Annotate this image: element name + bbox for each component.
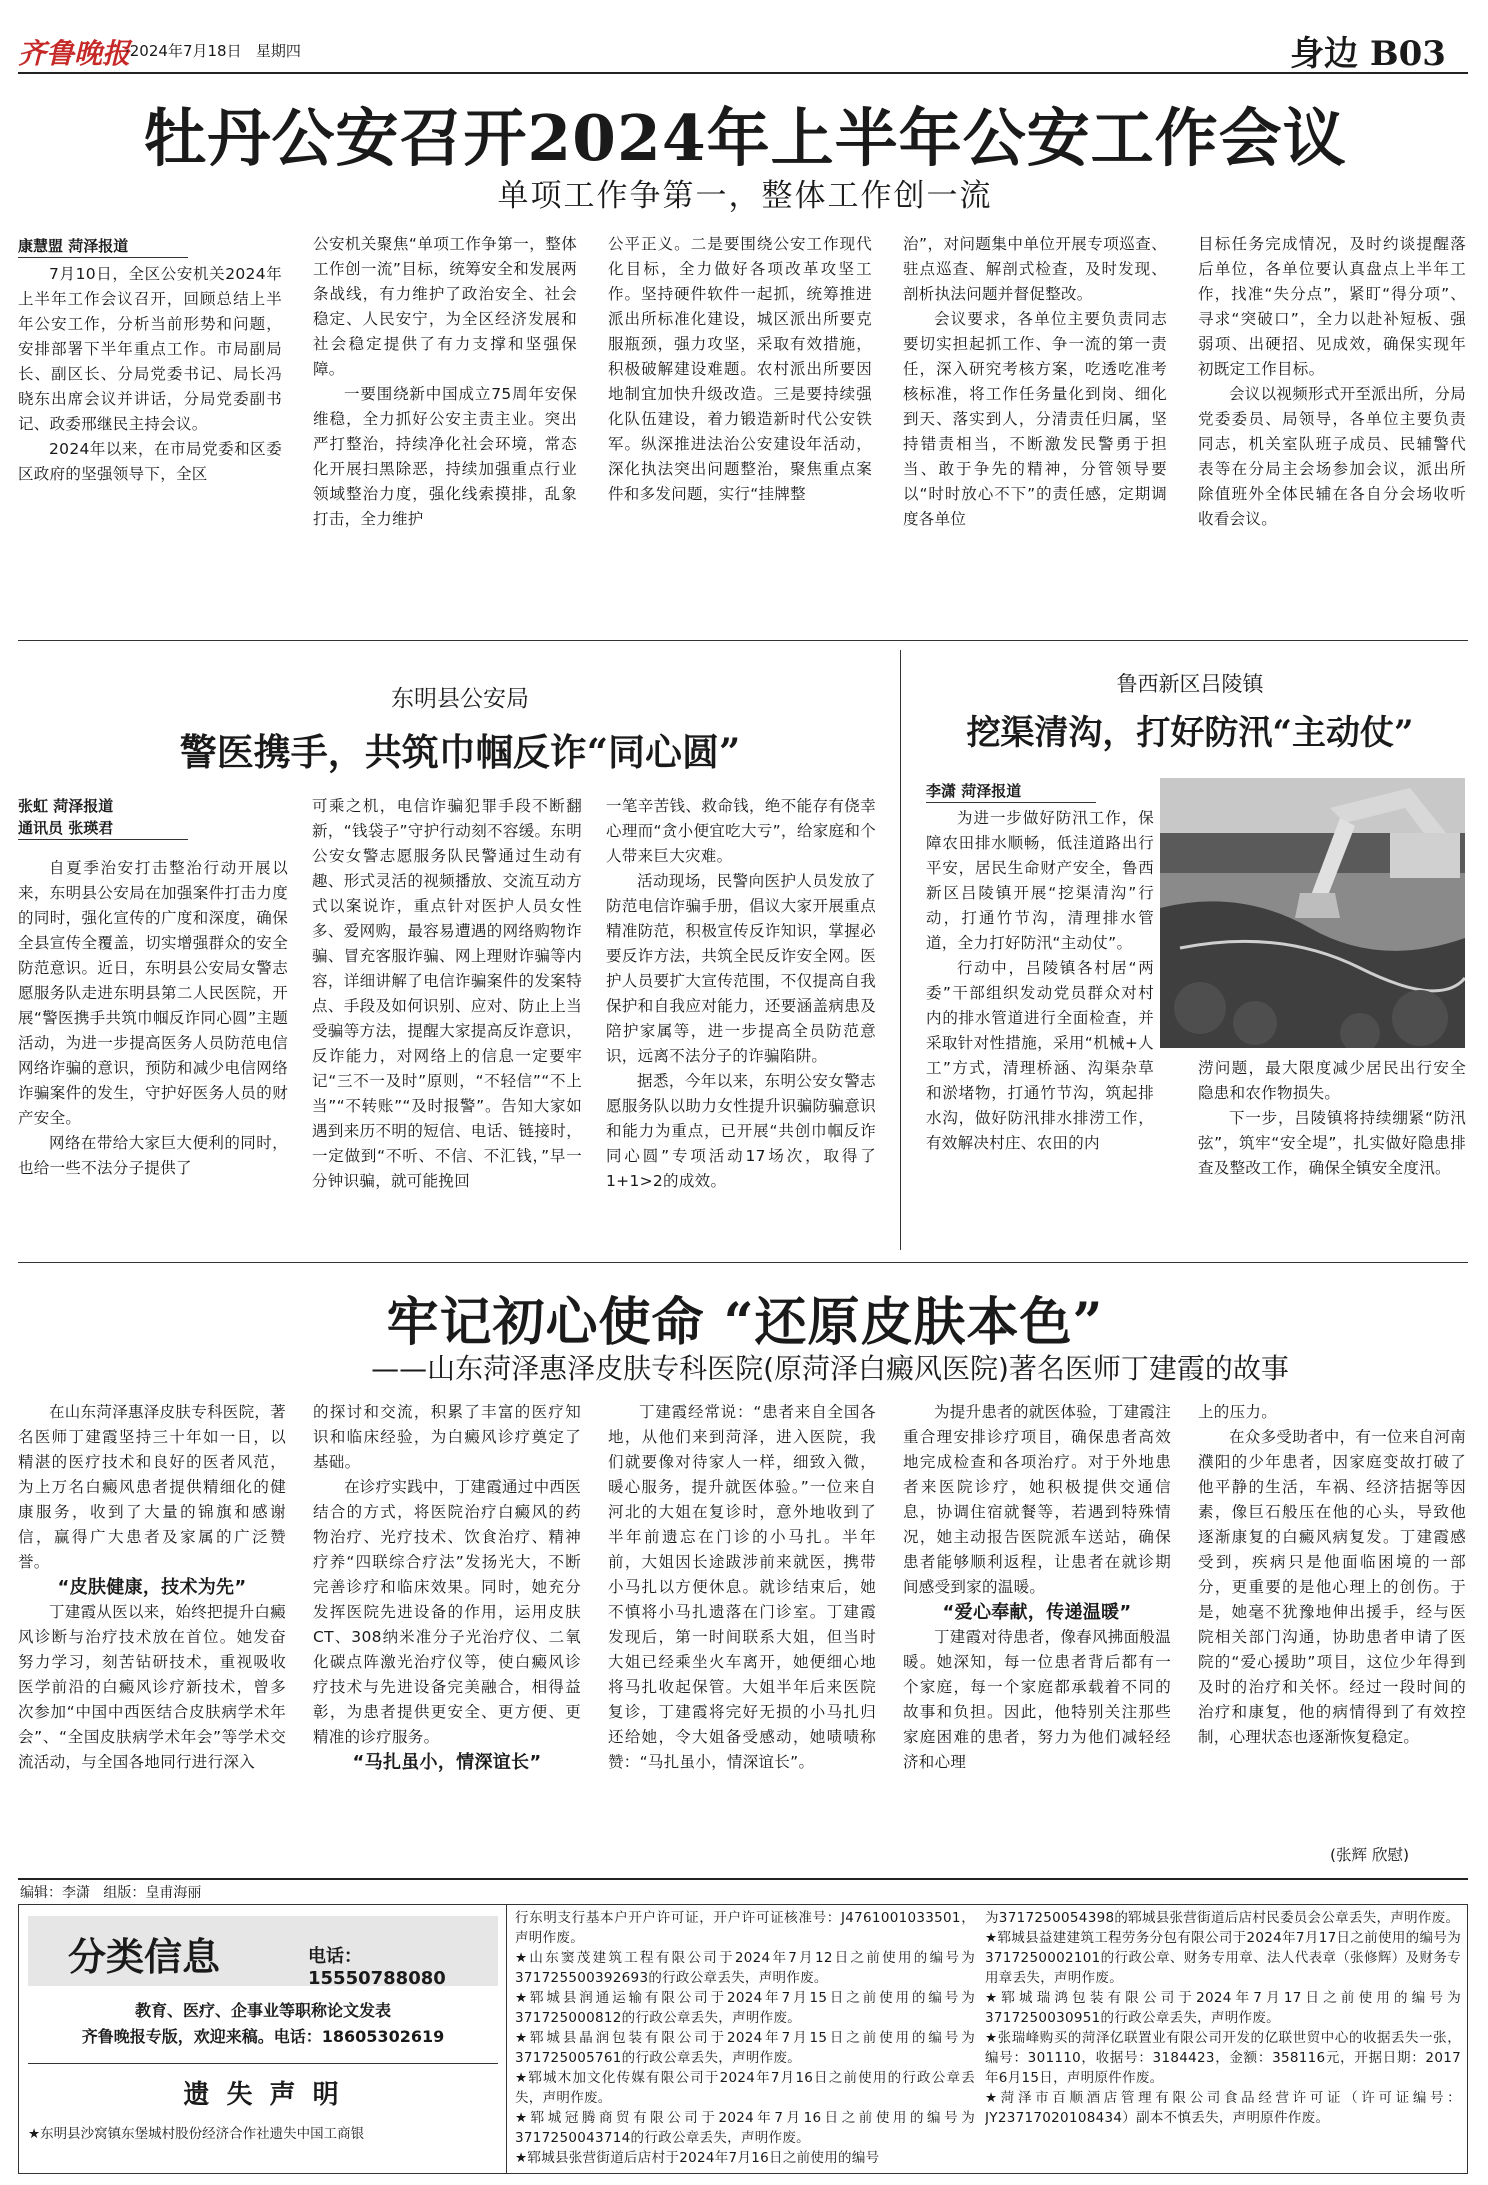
story1-subhead: 单项工作争第一，整体工作创一流	[497, 178, 993, 214]
story4-column-4: 为提升患者的就医体验，丁建霞注重合理安排诊疗项目，确保患者高效地完成检查和各项治疗。对于外地患者来医院诊疗，她积极提供交通信息，协调住宿就餐等，若遇到特殊情况，她主动报告医院派车送站，确保患者能够顺利返程，让患者在就诊期间感受到家的温暖。 “爱心奉献，传递温暖” 丁建霞对待患者，像春风拂面般温暖。她深知，每一位患者背后都有一个家庭，每一个家庭都承载着不同的故事和负担。因此，他特别关注那些家庭困难的患者，努力为他们减轻经济和心理	[903, 1403, 1171, 1771]
classifieds-promo: 教育、医疗、企事业等职称论文发表 齐鲁晚报专版，欢迎来稿。电话：18605302619	[81, 2001, 445, 2046]
story4-headline: 牢记初心使命 “还原皮肤本色”	[386, 1292, 1104, 1353]
masthead-date: ·2024年7月18日 星期四	[125, 42, 301, 60]
story2-byline: 张虹 菏泽报道 通讯员 张瑛君	[18, 795, 188, 840]
lost-notice-first: ★东明县沙窝镇东堡城村股份经济合作社遗失中国工商银	[28, 2126, 365, 2142]
story1-column-1: 7月10日，全区公安机关2024年上半年工作会议召开，回顾总结上半年公安工作，分析当前形势和问题，安排部署下半年重点工作。市局副局长、副区长、分局党委书记、局长冯晓东出席会议并讲话，分局党委副书记、政委邢继民主持会议。 2024年以来，在市局党委和区委区政府的坚强领导下，全区	[18, 265, 282, 483]
story3-column-2: 涝问题，最大限度减少居民出行安全隐患和农作物损失。 下一步，吕陵镇将持续绷紧“防汛弦”，筑牢“安全堤”，扎实做好隐患排查及整改工作，确保全镇安全度汛。	[1198, 1059, 1466, 1177]
story2-headline: 警医携手，共筑巾帼反诈“同心圆”	[179, 730, 741, 774]
classifieds-banner: 分类信息 电话：15550788080	[28, 1916, 498, 1986]
story1-column-4: 治”，对问题集中单位开展专项巡查、驻点巡查、解剖式检查，及时发现、剖析执法问题并督促整改。 会议要求，各单位主要负责同志要切实担起抓工作、争一流的第一责任，深入研究考核方案，吃透吃准考核标准，将工作任务量化到岗、细化到天、落实到人，分清责任归属，坚持错责相当，不断激发民警勇于担当、敢于争先的精神，分管领导要以“时时放心不下”的责任感，定期调度各单位	[903, 235, 1167, 528]
section-label: 身边 B03	[1290, 34, 1446, 74]
masthead-logo: 齐鲁晚报	[18, 37, 131, 70]
story1-headline: 牡丹公安召开2024年上半年公安工作会议	[143, 101, 1347, 175]
story1-column-2: 公安机关聚焦“单项工作争第一，整体工作创一流”目标，统筹安全和发展两条战线，有力维护了政治安全、社会稳定、人民安宁，为全区经济发展和社会稳定提供了有力支撑和坚强保障。 一要围绕新中国成立75周年安保维稳，全力抓好公安主责主业。突出严打整治，持续净化社会环境，常态化开展扫黑除恶，持续加强重点行业领域整治力度，强化线索摸排，乱象打击，全力维护	[313, 235, 577, 528]
story4-column-2: 的探讨和交流，积累了丰富的医疗知识和临床经验，为白癜风诊疗奠定了基础。 在诊疗实践中，丁建霞通过中西医结合的方式，将医院治疗白癜风的药物治疗、光疗技术、饮食治疗、精神疗养“四联综合疗法”发扬光大，不断完善诊疗和临床效果。同时，她充分发挥医院先进设备的作用，运用皮肤CT、308纳米准分子光治疗仪、二氧化碳点阵激光治疗仪等，使白癜风诊疗技术与先进设备完美融合，相得益彰，为患者提供更安全、更方便、更精准的诊疗服务。 “马扎虽小，情深谊长”	[313, 1403, 581, 1773]
story1-byline: 康慧盟 菏泽报道	[18, 235, 188, 258]
story2-kicker: 东明县公安局	[391, 686, 529, 712]
story4-subhead: ——山东菏泽惠泽皮肤专科医院(原菏泽白癜风医院)著名医师丁建霞的故事	[371, 1352, 1289, 1385]
editor-credits: 编辑：李潇 组版：皇甫海丽	[20, 1885, 202, 1901]
story4-column-5: 上的压力。 在众多受助者中，有一位来自河南濮阳的少年患者，因家庭变故打破了他平静的生活，车祸、经济拮据等因素，像巨石般压在他的心头，导致他逐渐康复的白癜风病复发。丁建霞感受到，疾病只是他面临困境的一部分，更重要的是他心理上的创伤。于是，她毫不犹豫地伸出援手，经与医院相关部门沟通，协助患者申请了医院的“爱心援助”项目，这位少年得到及时的治疗和关怀。经过一段时间的治疗和康复，他的病情得到了有效控制，心理状态也逐渐恢复稳定。	[1198, 1403, 1466, 1746]
story3-byline: 李潇 菏泽报道	[926, 780, 1096, 803]
classifieds-column-1: 行东明支行基本户开户许可证，开户许可证核准号：J4761001033501，声明作废。 ★山东窦茂建筑工程有限公司于2024年7月12日之前使用的编号为371725500392693的行政公章丢失，声明作废。 ★郓城县润通运输有限公司于2024年7月15日之前使用的编号为371725000812的行政公章丢失，声明作废。 ★郓城县晶润包装有限公司于2024年7月15日之前使用的编号为371725005761的行政公章丢失，声明作废。 ★郓城木加文化传媒有限公司于2024年7月16日之前使用的行政公章丢失，声明作废。 ★郓城冠腾商贸有限公司于2024年7月16日之前使用的编号为3717250043714的行政公章丢失，声明作废。 ★郓城县张营街道后店村于2024年7月16日之前使用的编号	[515, 1910, 975, 2166]
story2-column-3: 一笔辛苦钱、救命钱，绝不能存有侥幸心理而“贪小便宜吃大亏”，给家庭和个人带来巨大灾难。 活动现场，民警向医护人员发放了防范电信诈骗手册，倡议大家开展重点精准防范，积极宣传反诈知识，掌握必要反诈方法，共筑全民反诈安全网。医护人员要扩大宣传范围，不仅提高自我保护和自我应对能力，还要涵盖病患及陪护家属等，进一步提高全员防范意识，远离不法分子的诈骗陷阱。 据悉，今年以来，东明公安女警志愿服务队以助力女性提升识骗防骗意识和能力为重点，已开展“共创巾帼反诈同心圆”专项活动17场次，取得了1+1>2的成效。	[606, 797, 876, 1190]
story1-column-3: 公平正义。二是要围绕公安工作现代化目标，全力做好各项改革攻坚工作。坚持硬件软件一起抓，统筹推进派出所标准化建设，城区派出所要克服瓶颈，强力攻坚，采取有效措施，积极破解建设难题。农村派出所要因地制宜加快升级改造。三是要持续强化队伍建设，着力锻造新时代公安铁军。纵深推进法治公安建设年活动，深化执法突出问题整治，聚焦重点案件和多发问题，实行“挂牌整	[608, 235, 872, 503]
story2-column-1: 自夏季治安打击整治行动开展以来，东明县公安局在加强案件打击力度的同时，强化宣传的广度和深度，确保全县宣传全覆盖，切实增强群众的安全防范意识。近日，东明县公安局女警志愿服务队走进东明县第二人民医院，开展“警医携手共筑巾帼反诈同心圆”主题活动，为进一步提高医务人员防范电信网络诈骗的意识，预防和减少电信网络诈骗案件的发生，守护好医务人员的财产安全。 网络在带给大家巨大便利的同时，也给一些不法分子提供了	[18, 859, 288, 1177]
story4-column-3: 丁建霞经常说：“患者来自全国各地，从他们来到菏泽，进入医院，我们就要像对待家人一样，细致入微，暖心服务，提升就医体验。”一位来自河北的大姐在复诊时，意外地收到了半年前遗忘在门诊的小马扎。半年前，大姐因长途跋涉前来就医，携带小马扎以方便休息。就诊结束后，她不慎将小马扎遗落在门诊室。丁建霞发现后，第一时间联系大姐，但当时大姐已经乘坐火车离开，她便细心地将马扎收起保管。大姐半年后来医院复诊，丁建霞将完好无损的小马扎归还给她，令大姐备受感动，她啧啧称赞：“马扎虽小，情深谊长”。	[608, 1403, 876, 1771]
story3-photo	[1160, 778, 1465, 1048]
classifieds-column-2: 为3717250054398的郓城县张营街道后店村民委员会公章丢失，声明作废。 ★郓城县益建建筑工程劳务分包有限公司于2024年7月17日之前使用的编号为3717250002101的行政公章、财务专用章、法人代表章（张修辉）及财务专用章丢失，声明作废。 ★郓城瑞鸿包装有限公司于2024年7月17日之前使用的编号为3717250030951的行政公章丢失，声明作废。 ★张瑞峰购买的菏泽亿联置业有限公司开发的亿联世贸中心的收据丢失一张，编号：301110，收据号：3184423，金额：358116元，开据日期：2017年6月15日，声明原件作废。 ★菏泽市百顺酒店管理有限公司食品经营许可证（许可证编号：JY23717020108434）副本不慎丢失，声明原件作废。	[985, 1910, 1461, 2126]
lost-notice-title: 遗 失 声 明	[183, 2080, 343, 2110]
story3-column-1: 为进一步做好防汛工作，保障农田排水顺畅，低洼道路出行平安，居民生命财产安全，鲁西新区吕陵镇开展“挖渠清沟”行动，打通竹节沟，清理排水管道，全力打好防汛“主动仗”。 行动中，吕陵镇各村居“两委”干部组织发动党员群众对村内的排水管道进行全面检查，并采取针对性措施，采用“机械+人工”方式，清理桥涵、沟渠杂草和淤堵物，打通竹节沟，筑起排水沟，做好防汛排水排涝工作，有效解决村庄、农田的内	[926, 809, 1154, 1152]
story1-column-5: 目标任务完成情况，及时约谈提醒落后单位，各单位要认真盘点上半年工作，找准“失分点”，紧盯“得分项”、寻求“突破口”，全力以赴补短板、强弱项、出硬招、见成效，确保实现年初既定工作目标。 会议以视频形式开至派出所，分局党委委员、局领导，各单位主要负责同志，机关室队班子成员、民辅警代表等在分局主会场参加会议，派出所除值班外全体民辅在各自分会场收听收看会议。	[1198, 235, 1466, 528]
story3-headline: 挖渠清沟，打好防汛“主动仗”	[966, 713, 1414, 753]
story2-column-2: 可乘之机，电信诈骗犯罪手段不断翻新，“钱袋子”守护行动刻不容缓。东明公安女警志愿服务队民警通过生动有趣、形式灵活的视频播放、交流互动方式以案说诈，重点针对医护人员女性多、爱网购，最容易遭遇的网络购物诈骗、冒充客服诈骗、网上理财诈骗等内容，详细讲解了电信诈骗案件的发案特点、手段及如何识别、应对、防止上当受骗等方法，提醒大家提高反诈意识，反诈能力，对网络上的信息一定要牢记“三不一及时”原则，“不轻信”“不上当”“不转账”“及时报警”。告知大家如遇到来历不明的短信、电话、链接时，一定做到“不听、不信、不汇钱，”早一分钟识骗，就可能挽回	[312, 797, 582, 1190]
story3-kicker: 鲁西新区吕陵镇	[1116, 672, 1264, 696]
story4-column-1: 在山东菏泽惠泽皮肤专科医院，著名医师丁建霞坚持三十年如一日，以精湛的医疗技术和良好的医者风范，为上万名白癜风患者提供精细化的健康服务，收到了大量的锦旗和感谢信，赢得广大患者及家属的广泛赞誉。 “皮肤健康，技术为先” 丁建霞从医以来，始终把提升白癜风诊断与治疗技术放在首位。她发奋努力学习，刻苦钻研技术，重视吸收医学前沿的白癜风诊疗新技术，曾多次参加“中国中西医结合皮肤病学术年会”、“全国皮肤病学术年会”等学术交流活动，与全国各地同行进行深入	[18, 1403, 286, 1771]
story4-credit: (张辉 欣慰)	[1330, 1846, 1410, 1864]
